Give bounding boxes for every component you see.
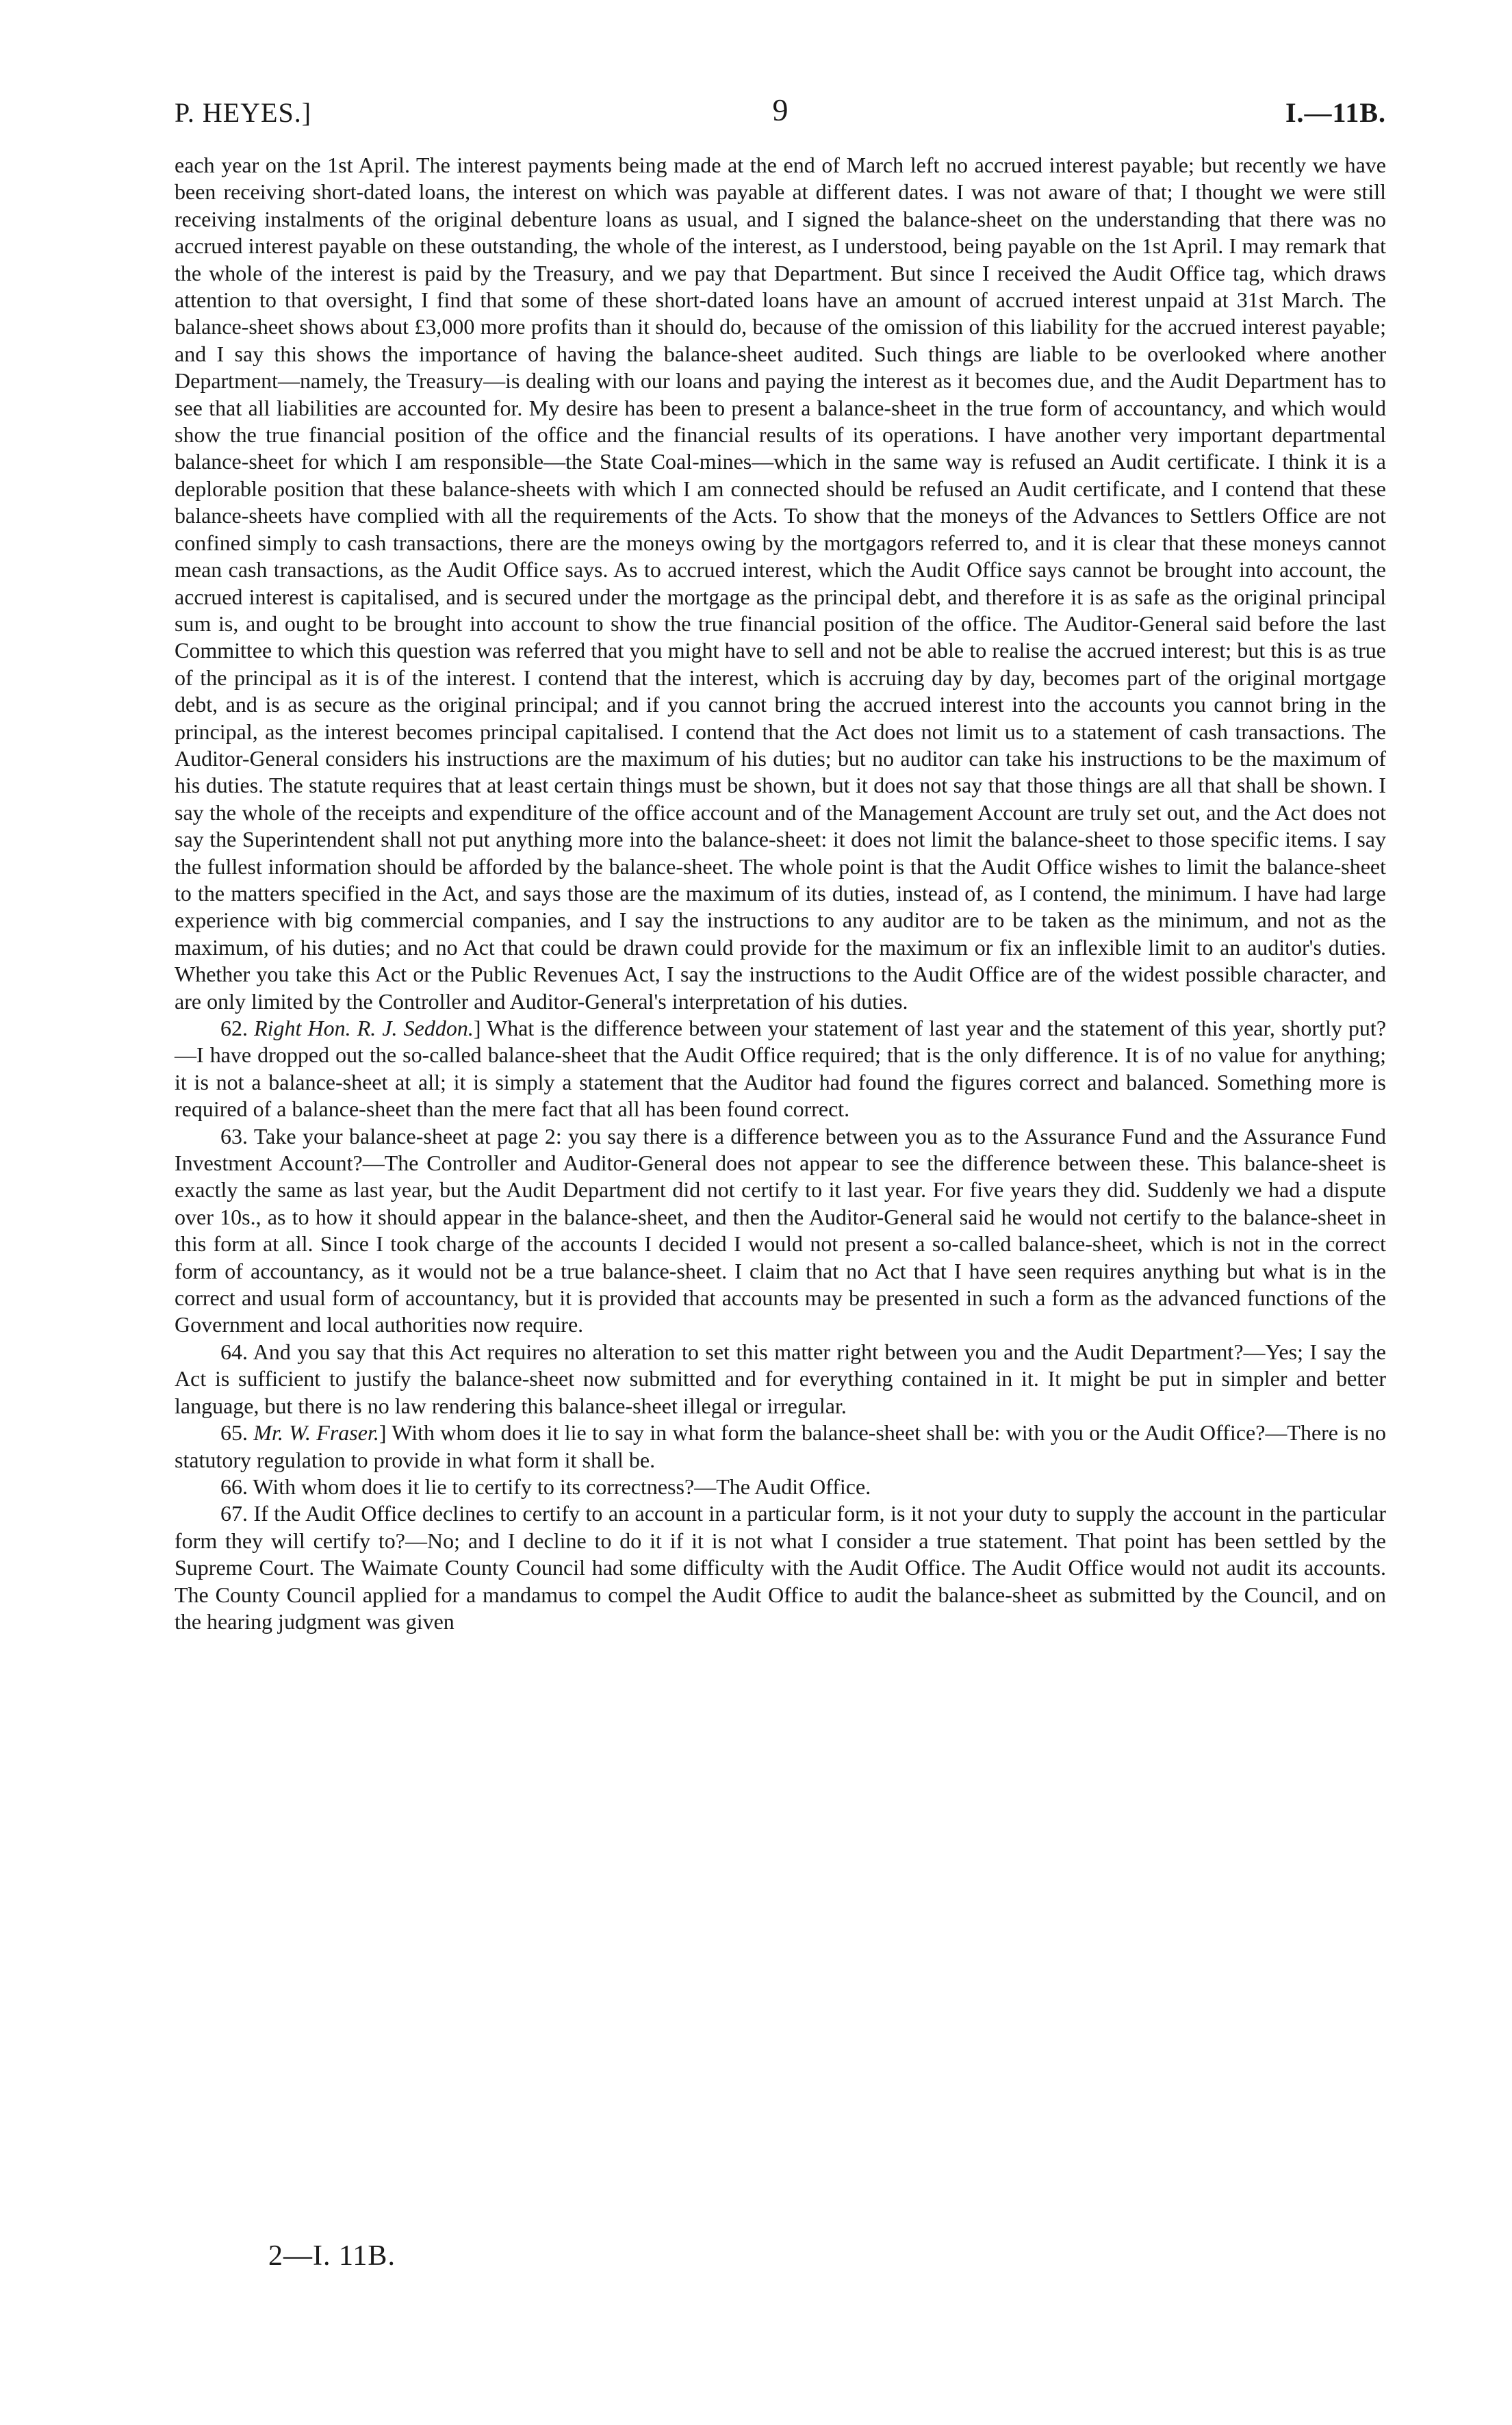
paragraph-text: Take your balance-sheet at page 2: you say there is a difference between you as to the Assurance Fund and the Assurance Fund Investment Account?—The Controller and Auditor-General does not appear to see the difference between these. This balance-sheet is exactly the same as last year, but the Audit Department did not certify to it last year. For five years they did. Suddenly we had a dispute over 10s., as to how it should appear in the balance-sheet, and then the Auditor-General said he would not certify to the balance-sheet in this form at all. Since I took charge of the accounts I decided I would not present a so-called balance-sheet, which is not in the correct form of accountancy, as it would not be a true balance-sheet. I claim that no Act that I have seen requires anything but what is in the correct and usual form of accountancy, but it is provided that accounts may be presented in such a form as the advanced functions of the Government and local authorities now require. [175, 1123, 1387, 1337]
paragraph-text: each year on the 1st April. The interest payments being made at the end of March left no accrued interest payable; but recently we have been receiving short-dated loans, the interest on which was payable at different dates. I was not aware of that; I thought we were still receiving instalments of the original debenture loans as usual, and I signed the balance-sheet on the understanding that there was no accrued interest payable on these outstanding, the whole of the interest, as I understood, being payable on the 1st April. I may remark that the whole of the interest is paid by the Treasury, and we pay that Department. But since I received the Audit Office tag, which draws attention to that oversight, I find that some of these short-dated loans have an amount of accrued interest unpaid at 31st March. The balance-sheet shows about £3,000 more profits than it should do, because of the omission of this liability for the accrued interest payable; and I say this shows the importance of having the balance-sheet audited. Such things are liable to be overlooked where another Department—namely, the Treasury—is dealing with our loans and paying the interest as it becomes due, and the Audit Department has to see that all liabilities are accounted for. My desire has been to present a balance-sheet in the true form of accountancy, and which would show the true financial position of the office and the financial results of its operations. I have another very important departmental balance-sheet for which I am responsible—the State Coal-mines—which in the same way is refused an Audit certificate. I think it is a deplorable position that these balance-sheets with which I am connected should be refused an Audit certificate, and I contend that these balance-sheets have complied with all the requirements of the Acts. To show that the moneys of the Advances to Settlers Office are not confined simply to cash transactions, there are the moneys owing by the mortgagors referred to, and it is clear that these moneys cannot mean cash transactions, as the Audit Office says. As to accrued interest, which the Audit Office says cannot be brought into account, the accrued interest is capitalised, and is secured under the mortgage as the principal debt, and therefore it is as safe as the original principal sum is, and ought to be brought into account to show the true financial position of the office. The Auditor-General said before the last Committee to which this question was referred that you might have to sell and not be able to realise the accrued interest; but this is as true of the principal as it is of the interest. I contend that the interest, which is accruing day by day, becomes part of the original mortgage debt, and is as secure as the original principal; and if you cannot bring the accrued interest into the accounts you cannot bring in the principal, as the interest becomes principal capitalised. I contend that the Act does not limit us to a statement of cash transactions. The Auditor-General considers his instructions are the maximum of his duties; but no auditor can take his instructions to be the maximum of his duties. The statute requires that at least certain things must be shown, but it does not say that those things are all that shall be shown. I say the whole of the receipts and expenditure of the office account and of the Management Account are truly set out, and the Act does not say the Superintendent shall not put anything more into the balance-sheet: it does not limit the balance-sheet to those specific items. I say the fullest information should be afforded by the balance-sheet. The whole point is that the Audit Office wishes to limit the balance-sheet to the matters specified in the Act, and says those are the maximum of its duties, instead of, as I contend, the minimum. I have had large experience with big commercial companies, and I say the instructions to any auditor are to be taken as the minimum, and not as the maximum, of his duties; and no Act that could be drawn could provide for the maximum or fix an inflexible limit to an auditor's duties. Whether you take this Act or the Public Revenues Act, I say the instructions to the Audit Office are of the widest possible character, and are only limited by the Controller and Auditor-General's interpretation of his duties. [175, 153, 1386, 1014]
speaker-name: Mr. W. Fraser. [253, 1420, 379, 1446]
signature-mark: 2—I. 11B. [268, 2240, 396, 2272]
header-page-number: 9 [772, 92, 789, 127]
question-number: 62. [220, 1016, 248, 1040]
question-number: 65. [220, 1420, 248, 1446]
question-number: 63. [220, 1123, 248, 1149]
question-67 [175, 1500, 1386, 1635]
paragraph-text: If the Audit Office declines to certify to an account in a particular form, is it not your duty to supply the account in the particular form they will certify to?—No; and I decline to do it if it is not what I consider a true statement. That point has been settled by the Supreme Court. The Waimate County Council had some difficulty with the Audit Office. The Audit Office would not audit its accounts. The County Council applied for a mandamus to compel the Audit Office to audit the balance-sheet as submitted by the Council, and on the hearing judgment was given [175, 1501, 1387, 1634]
paragraph-continuation [175, 152, 1386, 1015]
header-witness-name: P. HEYES.] [175, 97, 312, 128]
question-64 [175, 1339, 1386, 1420]
question-62 [175, 1015, 1386, 1123]
body-text [175, 152, 1386, 1635]
paragraph-text: ] What is the difference between your statement of last year and the statement of this year, shortly put?—I have dropped out the so-called balance-sheet that the Audit Office required; that is the only difference. It is of no value for anything; it is not a balance-sheet at all; it is simply a statement that the Auditor had found the figures correct and balanced. Something more is required of a balance-sheet than the mere fact that all has been found correct. [175, 1016, 1387, 1122]
question-63 [175, 1123, 1386, 1339]
paragraph-text: And you say that this Act requires no alteration to set this matter right between you and the Audit Department?—Yes; I say the Act is sufficient to justify the balance-sheet now submitted and for everything contained in it. It might be put in simpler and better language, but there is no law rendering this balance-sheet illegal or irregular. [175, 1339, 1387, 1418]
running-header [175, 92, 1386, 133]
speaker-name: Right Hon. R. J. Seddon. [254, 1016, 474, 1040]
paragraph-text: With whom does it lie to certify to its correctness?—The Audit Office. [253, 1474, 871, 1499]
question-number: 66. [220, 1474, 248, 1499]
header-paper-reference: I.—11B. [1285, 97, 1386, 128]
question-number: 67. [220, 1501, 248, 1526]
paragraph-text: ] With whom does it lie to say in what form the balance-sheet shall be: with you or the Audit Office?—There is no statutory regulation to provide in what form it shall be. [175, 1420, 1387, 1472]
question-65 [175, 1420, 1386, 1474]
question-number: 64. [220, 1339, 248, 1364]
question-66 [175, 1474, 1386, 1500]
